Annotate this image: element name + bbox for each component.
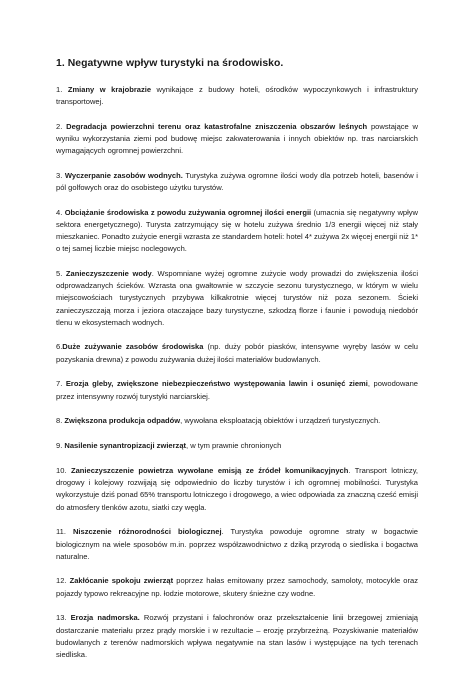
list-item: [56, 84, 418, 108]
item-number: 11.: [56, 527, 73, 537]
item-number: 3.: [56, 171, 65, 181]
item-text: . Turystyka powoduje ogromne straty w bogactwie biologicznym na wiele sposobów m.in. poprzez współzawodnictwo z dziką przyrodą o siedliska i bogactwa naturalne.: [56, 527, 419, 561]
list-item: [56, 378, 418, 402]
item-number: 4.: [56, 208, 65, 218]
item-heading: Zanieczyszczenie powietrza wywołane emisją ze źródeł komunikacyjnych: [70, 466, 349, 476]
list-item: [56, 415, 418, 427]
item-text: Rozwój przystani i falochronów oraz przekształcenie linii brzegowej zmieniają dostarczanie materiału przez prądy morskie i w rezultacie – erozję przybrzeżną. Pozyskiwanie materiałów budowlanych z terenów nadmorskich wpływa negatywnie na stan lasów i występujące na tych terenach siedliska.: [56, 613, 419, 659]
item-heading: Erozja nadmorska.: [70, 613, 140, 623]
item-text: . Transport lotniczy, drogowy i kolejowy rozwijają się odpowiednio do liczby turystów i ich ogromnej mobilności. Turystyka wykorzystuje dziś ponad 65% transportu lotniczego i drogowego, a wiec odpowiada za znaczną cześć emisji do atmosfery tlenków azotu, siatki czy węgla.: [56, 466, 419, 512]
item-number: 7.: [56, 379, 66, 389]
item-number: 1.: [56, 85, 68, 94]
list-item: [56, 170, 418, 194]
list-item: [56, 465, 418, 513]
page-title: 1. Negatywne wpływ turystyki na środowisko.: [56, 58, 284, 69]
item-heading: Erozja gleby, zwiększone niebezpieczeństwo występowania lawin i osunięć ziemi: [65, 379, 368, 389]
item-number: 8.: [56, 416, 65, 426]
list-item: [56, 526, 418, 562]
item-heading: Zakłócanie spokoju zwierząt: [69, 576, 174, 586]
item-heading: Zwiększona produkcja odpadów: [64, 416, 181, 426]
item-text: (np. duży pobór piasków, intensywne wyręby lasów w celu pozyskania drewna) z powodu zużywania dużej ilości materiałów budowlanych.: [56, 342, 418, 364]
item-text: (umacnia się negatywny wpływ sektora energetycznego). Turysta zatrzymujący się w hotelu zużywa średnio 1/3 energii więcej niż stały mieszkaniec. Ponadto zużycie energii wzrasta ze standardem hoteli: hotel 4* zużywa 2x więcej energii niż 1* o tej samej liczbie miejsc noclegowych.: [56, 208, 419, 254]
item-text: , wywołana eksploatacją obiektów i urządzeń turystycznych.: [180, 416, 381, 426]
item-number: 10.: [56, 466, 71, 476]
item-text: powstające w wyniku wykorzystania ziemi pod budowę miejsc zakwaterowania i innych obiektów np. tras narciarskich wymagających ogromnej powierzchni.: [56, 121, 419, 156]
item-heading: Niszczenie różnorodności biologicznej: [72, 527, 222, 537]
list-item: [56, 612, 418, 660]
item-heading: Degradacja powierzchni terenu oraz katastrofalne zniszczenia obszarów leśnych: [66, 121, 368, 131]
list-item: [56, 121, 418, 157]
item-heading: Zmiany w krajobrazie: [67, 85, 152, 94]
item-heading: Zanieczyszczenie wody: [65, 269, 152, 279]
list-item: [56, 575, 418, 599]
item-heading: Duże zużywanie zasobów środowiska: [62, 342, 204, 352]
item-text: , powodowane przez intensywny rozwój turystyki narciarskiej.: [56, 379, 418, 401]
list-item: [56, 207, 418, 255]
item-text: wynikające z budowy hoteli, ośrodków wypoczynkowych i infrastruktury transportowej.: [56, 85, 418, 107]
item-number: 2.: [56, 121, 67, 131]
item-number: 13.: [56, 613, 71, 623]
item-text: , w tym prawnie chronionych: [186, 441, 282, 451]
item-text: . Wspomniane wyżej ogromne zużycie wody prowadzi do zwiększenia ilości odprowadzanych ścieków. Wzrasta ona gwałtownie w szczycie sezonu turystycznego, w którym w wielu miejscowościach turystycznych przybywa kilkakrotnie więcej turystów niż poza sezonem. Ścieki zanieczyszczają morza i jeziora otaczające bazy turystyczne, szkodzą florze i faunie i powodują niedobór tlenu w ekosystemach wodnych.: [56, 269, 418, 327]
item-number: 12.: [56, 576, 70, 586]
impact-list: [56, 84, 418, 674]
list-item: [56, 341, 418, 365]
item-heading: Obciążanie środowiska z powodu zużywania ogromnej ilości energii: [64, 208, 312, 218]
list-item: [56, 268, 418, 328]
item-heading: Nasilenie synantropizacji zwierząt: [64, 441, 187, 451]
item-heading: Wyczerpanie zasobów wodnych.: [64, 171, 183, 181]
list-item: [56, 440, 418, 452]
item-text: Turystyka zużywa ogromne ilości wody dla potrzeb hoteli, basenów i pól golfowych oraz do osobistego użytku turystów.: [56, 171, 418, 193]
item-text: poprzez hałas emitowany przez samochody, samoloty, motocykle oraz pojazdy typowo rekreacyjne np. łodzie motorowe, skutery śnieżne czy wodne.: [56, 576, 418, 598]
item-number: 9.: [56, 441, 65, 451]
item-number: 6.: [56, 342, 63, 352]
item-number: 5.: [56, 269, 66, 279]
